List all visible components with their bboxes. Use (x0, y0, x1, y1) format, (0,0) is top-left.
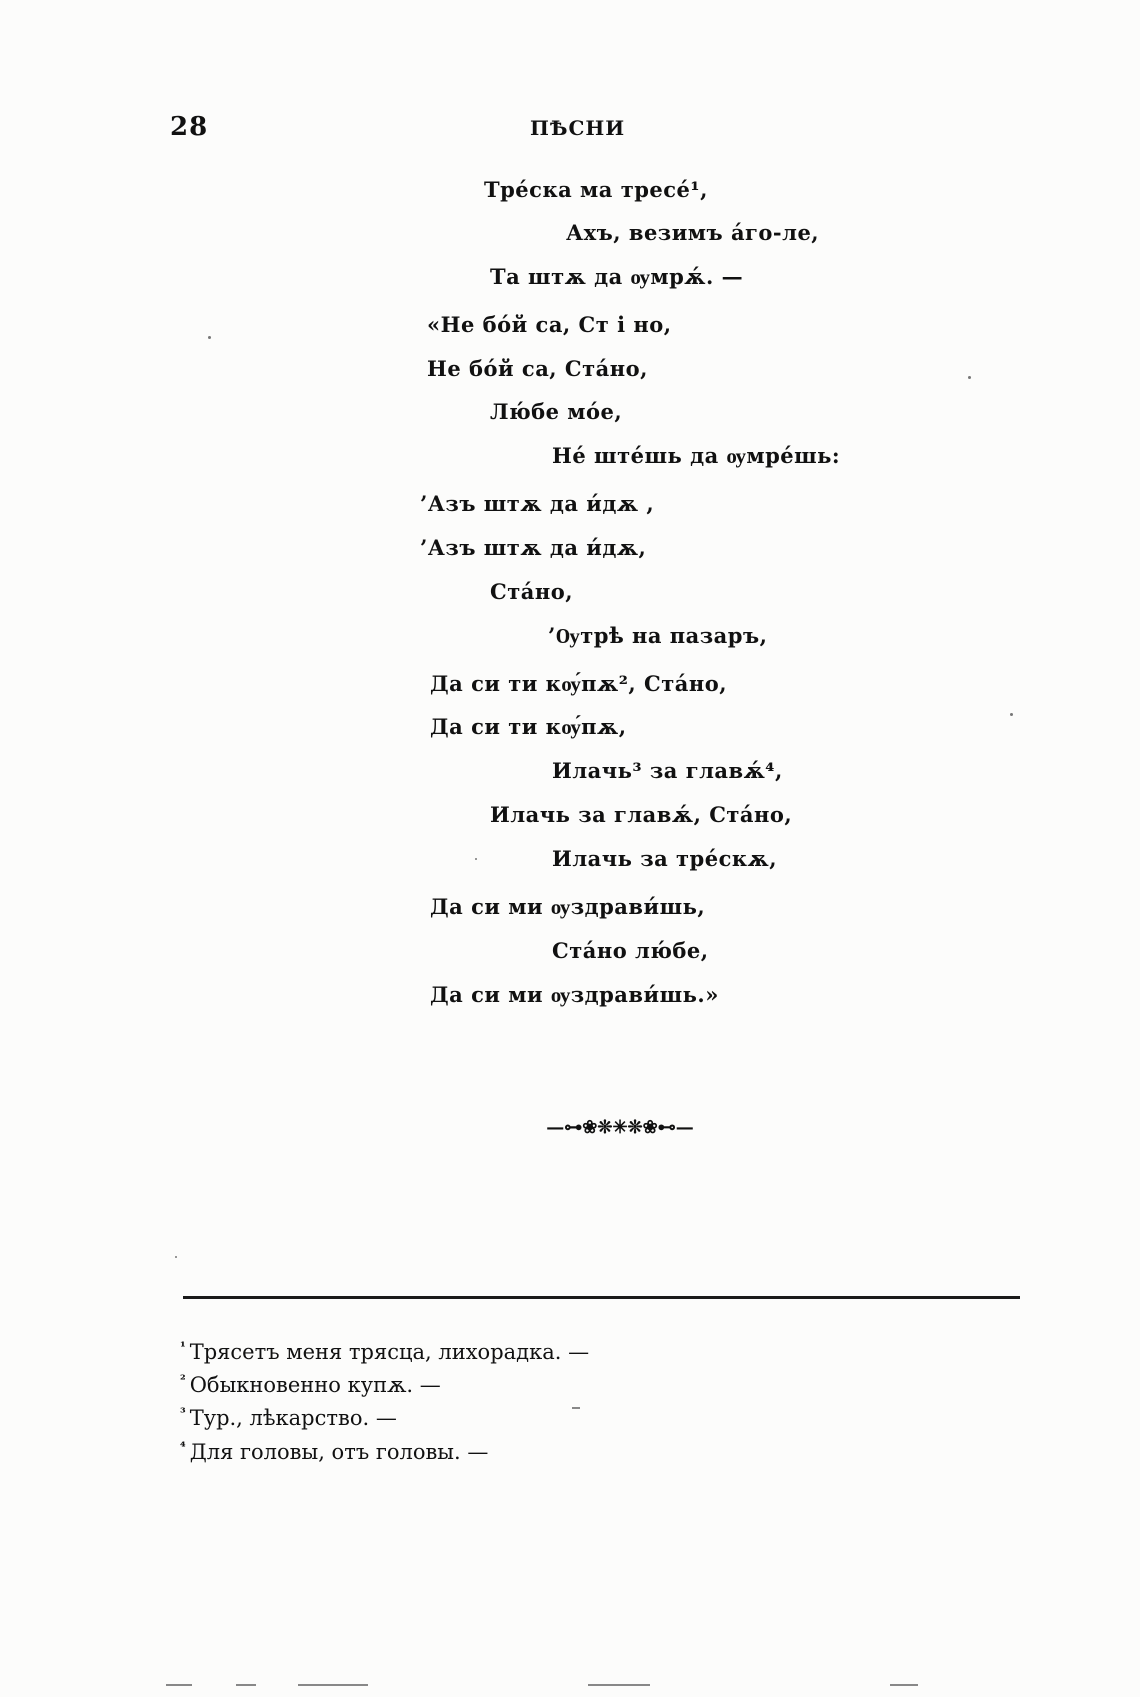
page-number: 28 (170, 112, 209, 142)
verse-line: Илачь за тре́скѫ, (552, 846, 778, 871)
verse-line: Да си ти кѹ́пѫ, (430, 714, 627, 739)
scan-speck (1010, 713, 1013, 716)
footnote-text: Тур., лѣкарство. — (189, 1406, 397, 1430)
scan-speck (208, 336, 211, 339)
scan-mark (890, 1684, 918, 1686)
verse-line: Не бо́й са, Ста́но, (427, 356, 648, 381)
footnote (180, 1373, 441, 1397)
verse-line: ’Азъ штѫ да и́дѫ, (420, 535, 647, 560)
verse-line: ’Азъ штѫ да и́дѫ , (420, 491, 655, 516)
verse-line: ’Ѹтрѣ на пазаръ, (548, 623, 768, 648)
footnote-rule (183, 1296, 1020, 1299)
scan-mark (166, 1684, 192, 1686)
verse-line: Илачь³ за главѫ́⁴, (552, 758, 783, 783)
footnote-text: Обыкновенно купѫ. — (189, 1373, 441, 1397)
footnote (180, 1340, 589, 1364)
footnote-mark: ² (180, 1373, 186, 1388)
footnote (180, 1406, 397, 1430)
footnote-text: Трясетъ меня трясца, лихорадка. — (189, 1340, 590, 1364)
verse-line: Ста́но лю́бе, (552, 938, 709, 963)
scan-speck (475, 858, 477, 860)
ornament-divider: —⊶❀❊✳❊❀⊷— (546, 1117, 694, 1138)
footnote-text: Для головы, отъ головы. — (189, 1440, 489, 1464)
verse-line: «Не бо́й са, Ст і но, (427, 312, 672, 337)
verse-line: Та штѫ да ѹмрѫ́. — (490, 264, 744, 289)
scan-speck (175, 1256, 177, 1258)
verse-line: Не́ ште́шь да ѹмре́шь: (552, 443, 841, 468)
verse-line: Да си ми ѹздрави́шь, (430, 894, 706, 919)
footnote-mark: ⁴ (180, 1440, 186, 1455)
scan-mark (572, 1407, 580, 1409)
verse-line: Ста́но, (490, 579, 574, 604)
scan-mark (588, 1684, 650, 1686)
running-title: ПѢСНИ (530, 116, 626, 140)
scan-speck (968, 376, 971, 379)
verse-line: Тре́ска ма тресе́¹, (484, 177, 708, 202)
verse-line: Да си ми ѹздрави́шь.» (430, 982, 719, 1007)
footnote-mark: ¹ (180, 1340, 186, 1355)
verse-line: Лю́бе мо́е, (490, 399, 623, 424)
footnote (180, 1440, 488, 1464)
verse-line: Ахъ, везимъ а́го-ле, (566, 220, 820, 245)
verse-line: Да си ти кѹ́пѫ², Ста́но, (430, 671, 728, 696)
scan-mark (236, 1684, 256, 1686)
footnote-mark: ³ (180, 1406, 186, 1421)
verse-line: Илачь за главѫ́, Ста́но, (490, 802, 793, 827)
scan-mark (298, 1684, 368, 1686)
